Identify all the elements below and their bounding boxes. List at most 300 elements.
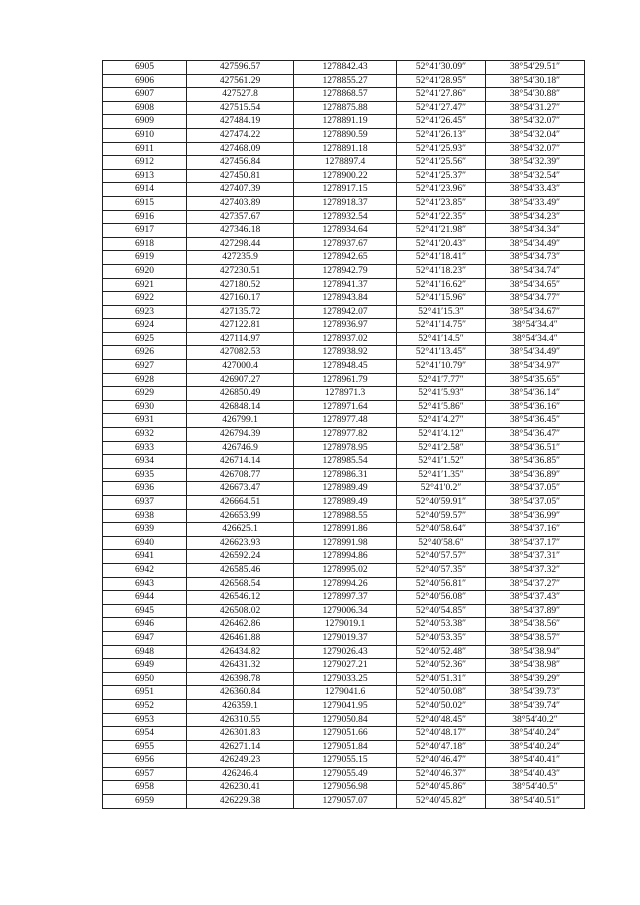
point-number-cell: 6918 xyxy=(103,237,187,251)
table-row xyxy=(103,169,585,183)
longitude-cell: 38°54′34.97″ xyxy=(486,360,585,374)
point-number-cell: 6935 xyxy=(103,468,187,482)
latitude-cell: 52°41′13.45″ xyxy=(397,346,486,360)
y-coordinate-cell: 1278891.18 xyxy=(294,142,397,156)
longitude-cell: 38°54′38.57″ xyxy=(486,631,585,645)
table-row xyxy=(103,305,585,319)
point-number-cell: 6920 xyxy=(103,264,187,278)
x-coordinate-cell: 426850.49 xyxy=(187,387,294,401)
latitude-cell: 52°41′21.98″ xyxy=(397,224,486,238)
point-number-cell: 6950 xyxy=(103,672,187,686)
x-coordinate-cell: 427346.18 xyxy=(187,224,294,238)
longitude-cell: 38°54′32.07″ xyxy=(486,142,585,156)
point-number-cell: 6953 xyxy=(103,713,187,727)
table-row xyxy=(103,74,585,88)
longitude-cell: 38°54′36.89″ xyxy=(486,468,585,482)
y-coordinate-cell: 1278989.49 xyxy=(294,482,397,496)
latitude-cell: 52°41′0.2″ xyxy=(397,482,486,496)
x-coordinate-cell: 426623.93 xyxy=(187,536,294,550)
x-coordinate-cell: 427596.57 xyxy=(187,61,294,75)
y-coordinate-cell: 1279050.84 xyxy=(294,713,397,727)
x-coordinate-cell: 427527.8 xyxy=(187,88,294,102)
table-row xyxy=(103,319,585,333)
table-row xyxy=(103,61,585,75)
y-coordinate-cell: 1278875.88 xyxy=(294,101,397,115)
table-row xyxy=(103,645,585,659)
y-coordinate-cell: 1279056.98 xyxy=(294,781,397,795)
y-coordinate-cell: 1278934.64 xyxy=(294,224,397,238)
latitude-cell: 52°41′7.77″ xyxy=(397,373,486,387)
x-coordinate-cell: 427082.53 xyxy=(187,346,294,360)
table-row xyxy=(103,183,585,197)
longitude-cell: 38°54′33.49″ xyxy=(486,196,585,210)
y-coordinate-cell: 1278994.86 xyxy=(294,550,397,564)
longitude-cell: 38°54′34.49″ xyxy=(486,237,585,251)
x-coordinate-cell: 427000.4 xyxy=(187,360,294,374)
longitude-cell: 38°54′40.51″ xyxy=(486,795,585,809)
x-coordinate-cell: 427474.22 xyxy=(187,128,294,142)
table-row xyxy=(103,360,585,374)
table-row xyxy=(103,631,585,645)
point-number-cell: 6951 xyxy=(103,686,187,700)
x-coordinate-cell: 427484.19 xyxy=(187,115,294,129)
point-number-cell: 6924 xyxy=(103,319,187,333)
table-row xyxy=(103,672,585,686)
latitude-cell: 52°41′18.41″ xyxy=(397,251,486,265)
y-coordinate-cell: 1278948.45 xyxy=(294,360,397,374)
point-number-cell: 6915 xyxy=(103,196,187,210)
latitude-cell: 52°40′47.18″ xyxy=(397,740,486,754)
y-coordinate-cell: 1279041.6 xyxy=(294,686,397,700)
point-number-cell: 6931 xyxy=(103,414,187,428)
longitude-cell: 38°54′38.98″ xyxy=(486,659,585,673)
x-coordinate-cell: 426229.38 xyxy=(187,795,294,809)
table-row xyxy=(103,496,585,510)
x-coordinate-cell: 426568.54 xyxy=(187,577,294,591)
x-coordinate-cell: 427135.72 xyxy=(187,305,294,319)
longitude-cell: 38°54′34.74″ xyxy=(486,264,585,278)
longitude-cell: 38°54′35.65″ xyxy=(486,373,585,387)
longitude-cell: 38°54′37.89″ xyxy=(486,604,585,618)
point-number-cell: 6949 xyxy=(103,659,187,673)
table-row xyxy=(103,754,585,768)
longitude-cell: 38°54′38.94″ xyxy=(486,645,585,659)
longitude-cell: 38°54′34.49″ xyxy=(486,346,585,360)
point-number-cell: 6943 xyxy=(103,577,187,591)
longitude-cell: 38°54′40.41″ xyxy=(486,754,585,768)
point-number-cell: 6948 xyxy=(103,645,187,659)
x-coordinate-cell: 426508.02 xyxy=(187,604,294,618)
coordinate-table-body xyxy=(103,61,585,809)
y-coordinate-cell: 1278942.79 xyxy=(294,264,397,278)
point-number-cell: 6914 xyxy=(103,183,187,197)
latitude-cell: 52°40′45.82″ xyxy=(397,795,486,809)
longitude-cell: 38°54′40.24″ xyxy=(486,740,585,754)
longitude-cell: 38°54′33.43″ xyxy=(486,183,585,197)
longitude-cell: 38°54′34.4″ xyxy=(486,332,585,346)
x-coordinate-cell: 426271.14 xyxy=(187,740,294,754)
y-coordinate-cell: 1279051.84 xyxy=(294,740,397,754)
x-coordinate-cell: 426230.41 xyxy=(187,781,294,795)
table-row xyxy=(103,699,585,713)
latitude-cell: 52°41′26.13″ xyxy=(397,128,486,142)
table-row xyxy=(103,428,585,442)
point-number-cell: 6919 xyxy=(103,251,187,265)
y-coordinate-cell: 1279027.21 xyxy=(294,659,397,673)
longitude-cell: 38°54′36.99″ xyxy=(486,509,585,523)
latitude-cell: 52°40′56.08″ xyxy=(397,591,486,605)
x-coordinate-cell: 426907.27 xyxy=(187,373,294,387)
latitude-cell: 52°40′46.37″ xyxy=(397,767,486,781)
x-coordinate-cell: 427160.17 xyxy=(187,292,294,306)
latitude-cell: 52°41′1.52″ xyxy=(397,455,486,469)
longitude-cell: 38°54′31.27″ xyxy=(486,101,585,115)
longitude-cell: 38°54′32.39″ xyxy=(486,156,585,170)
y-coordinate-cell: 1278941.37 xyxy=(294,278,397,292)
point-number-cell: 6947 xyxy=(103,631,187,645)
latitude-cell: 52°41′25.56″ xyxy=(397,156,486,170)
x-coordinate-cell: 427180.52 xyxy=(187,278,294,292)
table-row xyxy=(103,278,585,292)
longitude-cell: 38°54′34.65″ xyxy=(486,278,585,292)
y-coordinate-cell: 1279033.25 xyxy=(294,672,397,686)
y-coordinate-cell: 1278971.64 xyxy=(294,400,397,414)
longitude-cell: 38°54′37.17″ xyxy=(486,536,585,550)
x-coordinate-cell: 427235.9 xyxy=(187,251,294,265)
table-row xyxy=(103,142,585,156)
longitude-cell: 38°54′39.74″ xyxy=(486,699,585,713)
y-coordinate-cell: 1279019.1 xyxy=(294,618,397,632)
x-coordinate-cell: 427298.44 xyxy=(187,237,294,251)
point-number-cell: 6940 xyxy=(103,536,187,550)
y-coordinate-cell: 1278978.95 xyxy=(294,441,397,455)
x-coordinate-cell: 426461.88 xyxy=(187,631,294,645)
point-number-cell: 6954 xyxy=(103,727,187,741)
longitude-cell: 38°54′36.51″ xyxy=(486,441,585,455)
longitude-cell: 38°54′40.24″ xyxy=(486,727,585,741)
latitude-cell: 52°41′20.43″ xyxy=(397,237,486,251)
coordinate-table xyxy=(102,60,585,809)
x-coordinate-cell: 427114.97 xyxy=(187,332,294,346)
x-coordinate-cell: 426653.99 xyxy=(187,509,294,523)
y-coordinate-cell: 1278868.57 xyxy=(294,88,397,102)
x-coordinate-cell: 426310.55 xyxy=(187,713,294,727)
x-coordinate-cell: 426673.47 xyxy=(187,482,294,496)
x-coordinate-cell: 426592.24 xyxy=(187,550,294,564)
x-coordinate-cell: 427407.39 xyxy=(187,183,294,197)
point-number-cell: 6939 xyxy=(103,523,187,537)
point-number-cell: 6927 xyxy=(103,360,187,374)
latitude-cell: 52°41′25.37″ xyxy=(397,169,486,183)
x-coordinate-cell: 426546.12 xyxy=(187,591,294,605)
y-coordinate-cell: 1278988.55 xyxy=(294,509,397,523)
latitude-cell: 52°40′48.17″ xyxy=(397,727,486,741)
x-coordinate-cell: 427450.81 xyxy=(187,169,294,183)
latitude-cell: 52°41′4.12″ xyxy=(397,428,486,442)
table-row xyxy=(103,292,585,306)
latitude-cell: 52°41′14.75″ xyxy=(397,319,486,333)
table-row xyxy=(103,128,585,142)
latitude-cell: 52°41′5.86″ xyxy=(397,400,486,414)
x-coordinate-cell: 427561.29 xyxy=(187,74,294,88)
latitude-cell: 52°41′23.85″ xyxy=(397,196,486,210)
y-coordinate-cell: 1278918.37 xyxy=(294,196,397,210)
point-number-cell: 6942 xyxy=(103,563,187,577)
table-row xyxy=(103,414,585,428)
latitude-cell: 52°40′51.31″ xyxy=(397,672,486,686)
point-number-cell: 6921 xyxy=(103,278,187,292)
x-coordinate-cell: 426625.1 xyxy=(187,523,294,537)
table-row xyxy=(103,618,585,632)
table-row xyxy=(103,713,585,727)
longitude-cell: 38°54′40.5″ xyxy=(486,781,585,795)
longitude-cell: 38°54′37.31″ xyxy=(486,550,585,564)
table-row xyxy=(103,604,585,618)
point-number-cell: 6959 xyxy=(103,795,187,809)
latitude-cell: 52°41′15.3″ xyxy=(397,305,486,319)
table-row xyxy=(103,156,585,170)
table-row xyxy=(103,740,585,754)
latitude-cell: 52°41′27.86″ xyxy=(397,88,486,102)
y-coordinate-cell: 1278997.37 xyxy=(294,591,397,605)
latitude-cell: 52°40′54.85″ xyxy=(397,604,486,618)
point-number-cell: 6930 xyxy=(103,400,187,414)
latitude-cell: 52°40′48.45″ xyxy=(397,713,486,727)
latitude-cell: 52°40′58.6″ xyxy=(397,536,486,550)
latitude-cell: 52°41′16.62″ xyxy=(397,278,486,292)
y-coordinate-cell: 1279006.34 xyxy=(294,604,397,618)
y-coordinate-cell: 1278890.59 xyxy=(294,128,397,142)
table-row xyxy=(103,400,585,414)
longitude-cell: 38°54′36.47″ xyxy=(486,428,585,442)
latitude-cell: 52°41′15.96″ xyxy=(397,292,486,306)
table-row xyxy=(103,550,585,564)
longitude-cell: 38°54′39.29″ xyxy=(486,672,585,686)
x-coordinate-cell: 427230.51 xyxy=(187,264,294,278)
table-row xyxy=(103,237,585,251)
y-coordinate-cell: 1279019.37 xyxy=(294,631,397,645)
longitude-cell: 38°54′34.23″ xyxy=(486,210,585,224)
x-coordinate-cell: 426746.9 xyxy=(187,441,294,455)
point-number-cell: 6932 xyxy=(103,428,187,442)
table-row xyxy=(103,591,585,605)
y-coordinate-cell: 1279055.15 xyxy=(294,754,397,768)
point-number-cell: 6917 xyxy=(103,224,187,238)
table-row xyxy=(103,115,585,129)
latitude-cell: 52°41′1.35″ xyxy=(397,468,486,482)
table-row xyxy=(103,101,585,115)
table-row xyxy=(103,509,585,523)
longitude-cell: 38°54′37.32″ xyxy=(486,563,585,577)
x-coordinate-cell: 426360.84 xyxy=(187,686,294,700)
point-number-cell: 6957 xyxy=(103,767,187,781)
latitude-cell: 52°41′5.93″ xyxy=(397,387,486,401)
point-number-cell: 6944 xyxy=(103,591,187,605)
point-number-cell: 6925 xyxy=(103,332,187,346)
longitude-cell: 38°54′34.77″ xyxy=(486,292,585,306)
y-coordinate-cell: 1278986.31 xyxy=(294,468,397,482)
longitude-cell: 38°54′34.4″ xyxy=(486,319,585,333)
point-number-cell: 6926 xyxy=(103,346,187,360)
x-coordinate-cell: 426714.14 xyxy=(187,455,294,469)
longitude-cell: 38°54′40.2″ xyxy=(486,713,585,727)
y-coordinate-cell: 1278989.49 xyxy=(294,496,397,510)
x-coordinate-cell: 427403.89 xyxy=(187,196,294,210)
x-coordinate-cell: 427357.67 xyxy=(187,210,294,224)
y-coordinate-cell: 1278855.27 xyxy=(294,74,397,88)
x-coordinate-cell: 426708.77 xyxy=(187,468,294,482)
longitude-cell: 38°54′29.51″ xyxy=(486,61,585,75)
longitude-cell: 38°54′32.04″ xyxy=(486,128,585,142)
table-row xyxy=(103,727,585,741)
table-row xyxy=(103,387,585,401)
y-coordinate-cell: 1279057.07 xyxy=(294,795,397,809)
latitude-cell: 52°40′56.81″ xyxy=(397,577,486,591)
point-number-cell: 6916 xyxy=(103,210,187,224)
longitude-cell: 38°54′34.67″ xyxy=(486,305,585,319)
y-coordinate-cell: 1278891.19 xyxy=(294,115,397,129)
x-coordinate-cell: 426431.32 xyxy=(187,659,294,673)
table-row xyxy=(103,224,585,238)
longitude-cell: 38°54′32.07″ xyxy=(486,115,585,129)
table-row xyxy=(103,686,585,700)
table-row xyxy=(103,536,585,550)
y-coordinate-cell: 1278937.02 xyxy=(294,332,397,346)
longitude-cell: 38°54′36.16″ xyxy=(486,400,585,414)
y-coordinate-cell: 1278977.82 xyxy=(294,428,397,442)
latitude-cell: 52°41′25.93″ xyxy=(397,142,486,156)
table-row xyxy=(103,88,585,102)
point-number-cell: 6952 xyxy=(103,699,187,713)
y-coordinate-cell: 1278943.84 xyxy=(294,292,397,306)
point-number-cell: 6923 xyxy=(103,305,187,319)
table-row xyxy=(103,346,585,360)
y-coordinate-cell: 1278942.65 xyxy=(294,251,397,265)
y-coordinate-cell: 1278936.97 xyxy=(294,319,397,333)
y-coordinate-cell: 1278932.54 xyxy=(294,210,397,224)
longitude-cell: 38°54′40.43″ xyxy=(486,767,585,781)
point-number-cell: 6906 xyxy=(103,74,187,88)
longitude-cell: 38°54′37.43″ xyxy=(486,591,585,605)
table-row xyxy=(103,795,585,809)
latitude-cell: 52°40′57.57″ xyxy=(397,550,486,564)
latitude-cell: 52°41′2.58″ xyxy=(397,441,486,455)
table-row xyxy=(103,196,585,210)
table-row xyxy=(103,332,585,346)
point-number-cell: 6958 xyxy=(103,781,187,795)
table-row xyxy=(103,455,585,469)
y-coordinate-cell: 1279051.66 xyxy=(294,727,397,741)
point-number-cell: 6912 xyxy=(103,156,187,170)
latitude-cell: 52°40′53.38″ xyxy=(397,618,486,632)
point-number-cell: 6908 xyxy=(103,101,187,115)
point-number-cell: 6913 xyxy=(103,169,187,183)
x-coordinate-cell: 426398.78 xyxy=(187,672,294,686)
y-coordinate-cell: 1278961.79 xyxy=(294,373,397,387)
table-row xyxy=(103,577,585,591)
y-coordinate-cell: 1278991.98 xyxy=(294,536,397,550)
latitude-cell: 52°41′22.35″ xyxy=(397,210,486,224)
x-coordinate-cell: 427468.09 xyxy=(187,142,294,156)
x-coordinate-cell: 426462.86 xyxy=(187,618,294,632)
table-row xyxy=(103,251,585,265)
point-number-cell: 6955 xyxy=(103,740,187,754)
x-coordinate-cell: 427122.81 xyxy=(187,319,294,333)
point-number-cell: 6928 xyxy=(103,373,187,387)
point-number-cell: 6946 xyxy=(103,618,187,632)
point-number-cell: 6956 xyxy=(103,754,187,768)
x-coordinate-cell: 427515.54 xyxy=(187,101,294,115)
longitude-cell: 38°54′37.05″ xyxy=(486,482,585,496)
table-row xyxy=(103,563,585,577)
point-number-cell: 6907 xyxy=(103,88,187,102)
x-coordinate-cell: 426246.4 xyxy=(187,767,294,781)
point-number-cell: 6937 xyxy=(103,496,187,510)
latitude-cell: 52°40′59.91″ xyxy=(397,496,486,510)
latitude-cell: 52°40′57.35″ xyxy=(397,563,486,577)
x-coordinate-cell: 426434.82 xyxy=(187,645,294,659)
x-coordinate-cell: 426585.46 xyxy=(187,563,294,577)
x-coordinate-cell: 426664.51 xyxy=(187,496,294,510)
point-number-cell: 6905 xyxy=(103,61,187,75)
y-coordinate-cell: 1278900.22 xyxy=(294,169,397,183)
latitude-cell: 52°41′23.96″ xyxy=(397,183,486,197)
latitude-cell: 52°41′18.23″ xyxy=(397,264,486,278)
x-coordinate-cell: 426301.83 xyxy=(187,727,294,741)
longitude-cell: 38°54′38.56″ xyxy=(486,618,585,632)
y-coordinate-cell: 1278917.15 xyxy=(294,183,397,197)
point-number-cell: 6938 xyxy=(103,509,187,523)
longitude-cell: 38°54′37.05″ xyxy=(486,496,585,510)
x-coordinate-cell: 426249.23 xyxy=(187,754,294,768)
y-coordinate-cell: 1279026.43 xyxy=(294,645,397,659)
point-number-cell: 6933 xyxy=(103,441,187,455)
longitude-cell: 38°54′37.27″ xyxy=(486,577,585,591)
x-coordinate-cell: 426794.39 xyxy=(187,428,294,442)
latitude-cell: 52°40′53.35″ xyxy=(397,631,486,645)
latitude-cell: 52°40′46.47″ xyxy=(397,754,486,768)
table-row xyxy=(103,468,585,482)
latitude-cell: 52°40′50.02″ xyxy=(397,699,486,713)
y-coordinate-cell: 1278985.54 xyxy=(294,455,397,469)
table-row xyxy=(103,482,585,496)
point-number-cell: 6929 xyxy=(103,387,187,401)
latitude-cell: 52°40′45.86″ xyxy=(397,781,486,795)
table-row xyxy=(103,523,585,537)
x-coordinate-cell: 426359.1 xyxy=(187,699,294,713)
y-coordinate-cell: 1278842.43 xyxy=(294,61,397,75)
latitude-cell: 52°41′4.27″ xyxy=(397,414,486,428)
point-number-cell: 6936 xyxy=(103,482,187,496)
latitude-cell: 52°41′26.45″ xyxy=(397,115,486,129)
longitude-cell: 38°54′30.88″ xyxy=(486,88,585,102)
latitude-cell: 52°40′52.48″ xyxy=(397,645,486,659)
longitude-cell: 38°54′34.73″ xyxy=(486,251,585,265)
longitude-cell: 38°54′37.16″ xyxy=(486,523,585,537)
table-row xyxy=(103,659,585,673)
latitude-cell: 52°41′10.79″ xyxy=(397,360,486,374)
y-coordinate-cell: 1278897.4 xyxy=(294,156,397,170)
table-row xyxy=(103,373,585,387)
x-coordinate-cell: 427456.84 xyxy=(187,156,294,170)
y-coordinate-cell: 1279041.95 xyxy=(294,699,397,713)
longitude-cell: 38°54′36.14″ xyxy=(486,387,585,401)
y-coordinate-cell: 1278942.07 xyxy=(294,305,397,319)
longitude-cell: 38°54′30.18″ xyxy=(486,74,585,88)
point-number-cell: 6911 xyxy=(103,142,187,156)
point-number-cell: 6910 xyxy=(103,128,187,142)
y-coordinate-cell: 1278937.67 xyxy=(294,237,397,251)
